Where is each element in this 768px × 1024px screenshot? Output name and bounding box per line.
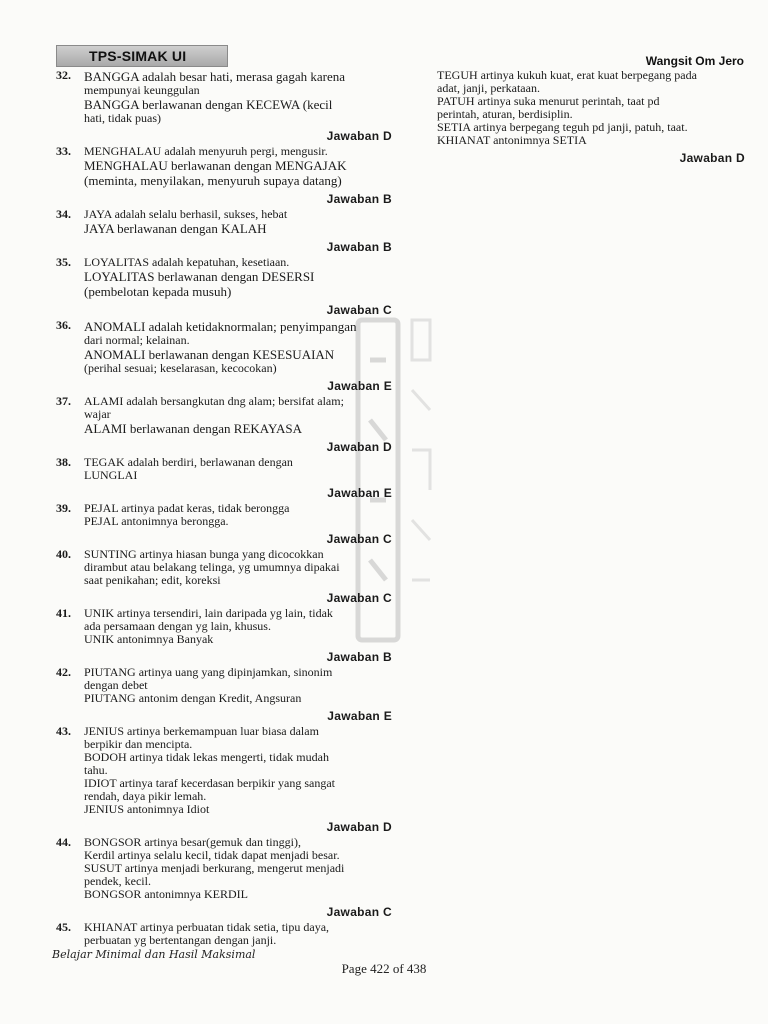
page-number: Page 422 of 438 (341, 961, 427, 976)
answer-label: Jawaban C (326, 303, 392, 317)
explanation-line: JENIUS antonimnya Idiot (84, 802, 210, 816)
header-badge-text: TPS-SIMAK UI (89, 48, 187, 64)
explanation-line: ANOMALI berlawanan dengan KESESUAIAN (84, 347, 335, 362)
explanation-line: BONGSOR antonimnya KERDIL (84, 887, 248, 901)
question-number: 34. (56, 207, 71, 221)
left-column (52, 69, 392, 947)
question-number: 35. (56, 255, 71, 269)
explanation-line: UNIK artinya tersendiri, lain daripada yg lain, tidak (84, 606, 333, 620)
question-number: 33. (56, 144, 71, 158)
explanation-line: BANGGA adalah besar hati, merasa gagah karena (84, 69, 345, 84)
right-line: TEGUH artinya kukuh kuat, erat kuat berpegang pada (437, 68, 697, 82)
explanation-line: (meminta, menyilakan, menyuruh supaya datang) (84, 173, 342, 188)
explanation-line: UNIK antonimnya Banyak (84, 632, 214, 646)
explanation-line: LUNGLAI (84, 468, 138, 482)
explanation-line: (perihal sesuai; keselarasan, kecocokan) (84, 361, 277, 375)
header-right-title: Wangsit Om Jero (645, 54, 744, 68)
explanation-line: ALAMI berlawanan dengan REKAYASA (84, 421, 302, 436)
right-line: perintah, aturan, berdisiplin. (437, 107, 573, 121)
right-column (437, 69, 745, 167)
explanation-line: BODOH artinya tidak lekas mengerti, tidak mudah (84, 750, 329, 764)
question-item (52, 836, 392, 901)
question-item (52, 145, 392, 188)
explanation-line: Kerdil artinya selalu kecil, tidak dapat menjadi besar. (84, 848, 340, 862)
answer-label: Jawaban E (327, 709, 392, 723)
question-item (52, 256, 392, 299)
question-item (52, 208, 392, 236)
right-line: KHIANAT antonimnya SETIA (437, 133, 587, 147)
question-item (52, 666, 392, 705)
question-item (52, 319, 392, 375)
explanation-line: BONGSOR artinya besar(gemuk dan tinggi), (84, 835, 301, 849)
explanation-line: dari normal; kelainan. (84, 333, 190, 347)
explanation-line: PIUTANG antonim dengan Kredit, Angsuran (84, 691, 302, 705)
answer-label: Jawaban D (326, 129, 392, 143)
explanation-line: saat penikahan; edit, koreksi (84, 573, 221, 587)
question-number: 38. (56, 455, 71, 469)
explanation-line: ALAMI adalah bersangkutan dng alam; bersifat alam; (84, 394, 344, 408)
answer-label: Jawaban E (327, 379, 392, 393)
question-number: 45. (56, 920, 71, 934)
explanation-line: wajar (84, 407, 111, 421)
question-number: 41. (56, 606, 71, 620)
question-number: 37. (56, 394, 71, 408)
explanation-line: PIUTANG artinya uang yang dipinjamkan, sinonim (84, 665, 333, 679)
answer-label: Jawaban B (326, 192, 392, 206)
explanation-line: JAYA berlawanan dengan KALAH (84, 221, 267, 236)
question-item (52, 395, 392, 436)
question-number: 42. (56, 665, 71, 679)
explanation-line: rendah, daya pikir lemah. (84, 789, 207, 803)
question-item (52, 502, 392, 528)
explanation-line: PEJAL antonimnya berongga. (84, 514, 229, 528)
question-number: 44. (56, 835, 71, 849)
explanation-line: hati, tidak puas) (84, 111, 161, 125)
question-number: 39. (56, 501, 71, 515)
explanation-line: ada persamaan dengan yg lain, khusus. (84, 619, 271, 633)
explanation-line: IDIOT artinya taraf kecerdasan berpikir yang sangat (84, 776, 335, 790)
header-badge (56, 45, 228, 67)
explanation-line: SUSUT artinya menjadi berkurang, mengerut menjadi (84, 861, 345, 875)
explanation-line: dirambut atau belakang telinga, yg umumnya dipakai (84, 560, 340, 574)
right-line: PATUH artinya suka menurut perintah, taat pd (437, 94, 660, 108)
question-item (52, 69, 392, 125)
question-item (52, 607, 392, 646)
explanation-line: ANOMALI adalah ketidaknormalan; penyimpangan (84, 319, 357, 334)
explanation-line: JAYA adalah selalu berhasil, sukses, hebat (84, 207, 288, 221)
explanation-line: MENGHALAU berlawanan dengan MENGAJAK (84, 158, 347, 173)
answer-label: Jawaban C (326, 591, 392, 605)
explanation-line: perbuatan yg bertentangan dengan janji. (84, 933, 277, 947)
right-line: SETIA artinya berpegang teguh pd janji, patuh, taat. (437, 120, 688, 134)
right-line: adat, janji, perkataan. (437, 81, 540, 95)
question-number: 40. (56, 547, 71, 561)
answer-label: Jawaban B (326, 650, 392, 664)
answer-label: Jawaban C (326, 532, 392, 546)
explanation-line: KHIANAT artinya perbuatan tidak setia, tipu daya, (84, 920, 330, 934)
explanation-line: LOYALITAS berlawanan dengan DESERSI (84, 269, 315, 284)
answer-label: Jawaban D (326, 820, 392, 834)
answer-label: Jawaban E (327, 486, 392, 500)
question-number: 43. (56, 724, 71, 738)
right-text-block (437, 69, 745, 147)
explanation-line: BANGGA berlawanan dengan KECEWA (kecil (84, 97, 333, 112)
question-number: 32. (56, 68, 71, 82)
answer-label: Jawaban C (326, 905, 392, 919)
explanation-line: TEGAK adalah berdiri, berlawanan dengan (84, 455, 293, 469)
explanation-line: LOYALITAS adalah kepatuhan, kesetiaan. (84, 255, 290, 269)
answer-label: Jawaban D (326, 440, 392, 454)
explanation-line: (pembelotan kepada musuh) (84, 284, 232, 299)
question-item (52, 921, 392, 947)
question-number: 36. (56, 318, 71, 332)
explanation-line: berpikir dan mencipta. (84, 737, 193, 751)
explanation-line: mempunyai keunggulan (84, 83, 200, 97)
answer-label: Jawaban D (679, 151, 745, 165)
explanation-line: tahu. (84, 763, 108, 777)
question-item (52, 456, 392, 482)
explanation-line: PEJAL artinya padat keras, tidak berongga (84, 501, 290, 515)
footer-tagline: Belajar Minimal dan Hasil Maksimal (52, 948, 256, 961)
question-item (52, 548, 392, 587)
answer-label: Jawaban B (326, 240, 392, 254)
explanation-line: pendek, kecil. (84, 874, 151, 888)
question-item (52, 725, 392, 816)
explanation-line: JENIUS artinya berkemampuan luar biasa dalam (84, 724, 319, 738)
explanation-line: SUNTING artinya hiasan bunga yang dicocokkan (84, 547, 324, 561)
explanation-line: dengan debet (84, 678, 148, 692)
explanation-line: MENGHALAU adalah menyuruh pergi, mengusir. (84, 144, 328, 158)
